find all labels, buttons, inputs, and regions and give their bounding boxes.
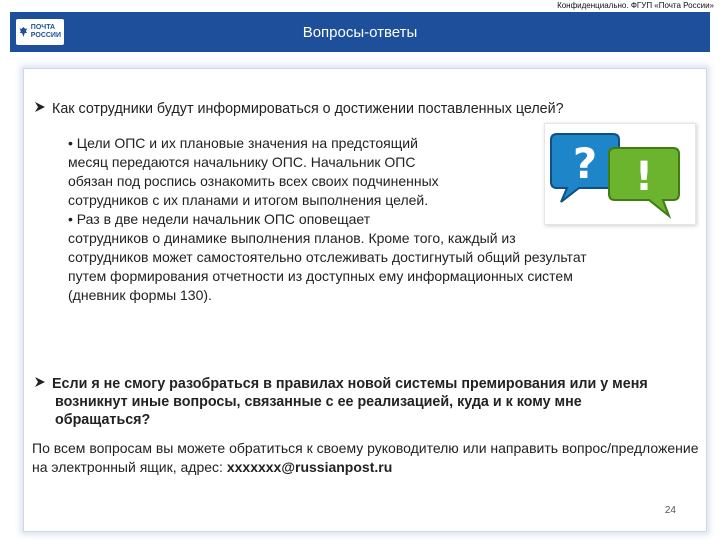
logo-text bbox=[31, 24, 61, 40]
page-title: Вопросы-ответы bbox=[302, 23, 418, 41]
content-panel bbox=[23, 68, 707, 532]
russian-post-logo bbox=[16, 19, 64, 45]
answer-1-text bbox=[68, 134, 708, 305]
answer-1-line: путем формирования отчетности из доступных ему информационных систем bbox=[68, 268, 573, 284]
title-bar bbox=[10, 12, 710, 52]
question-2-line: Если я не смогу разобраться в правилах новой системы премирования или у меня bbox=[52, 376, 648, 392]
logo-line-2: РОССИИ bbox=[30, 32, 61, 39]
russian-post-logo-icon bbox=[19, 23, 28, 41]
question-2-line: возникнут иные вопросы, связанные с ее реализацией, куда и к кому мне bbox=[55, 394, 582, 410]
confidential-note: Конфиденциально. ФГУП «Почта России» bbox=[557, 1, 714, 10]
answer-2-text bbox=[32, 439, 702, 477]
answer-1-line: месяц передаются начальнику ОПС. Начальник ОПС bbox=[68, 154, 416, 170]
question-2-line: обращаться? bbox=[55, 412, 151, 428]
svg-text:!: ! bbox=[634, 154, 654, 200]
answer-1-line: сотрудников с их планами и итогом выполнения целей. bbox=[68, 192, 429, 208]
question-1 bbox=[34, 100, 694, 118]
answer-1-line: (дневник формы 130). bbox=[68, 287, 212, 303]
arrow-bullet-icon bbox=[34, 100, 52, 118]
answer-1-line: обязан под роспись ознакомить всех своих подчиненных bbox=[68, 173, 439, 189]
contact-email[interactable]: xxxxxxx@russianpost.ru bbox=[226, 459, 393, 475]
answer-1-line: • Цели ОПС и их плановые значения на предстоящий bbox=[68, 135, 418, 151]
page-number: 24 bbox=[664, 505, 676, 516]
answer-1-line: сотрудников о динамике выполнения планов. Кроме того, каждый из bbox=[68, 230, 516, 246]
answer-1-line: сотрудников может самостоятельно отслеживать достигнутый общий результат bbox=[68, 249, 587, 265]
svg-text:?: ? bbox=[572, 139, 598, 188]
question-2 bbox=[34, 375, 698, 429]
logo-line-1: ПОЧТА bbox=[30, 24, 56, 31]
arrow-bullet-icon bbox=[34, 375, 52, 393]
answer-1-line: • Раз в две недели начальник ОПС оповещает bbox=[68, 211, 371, 227]
answer-2-body: По всем вопросам вы можете обратиться к своему руководителю или направить вопрос/предложение на электронный ящик, адрес: bbox=[32, 440, 699, 475]
question-1-text: Как сотрудники будут информироваться о достижении поставленных целей? bbox=[52, 101, 564, 117]
